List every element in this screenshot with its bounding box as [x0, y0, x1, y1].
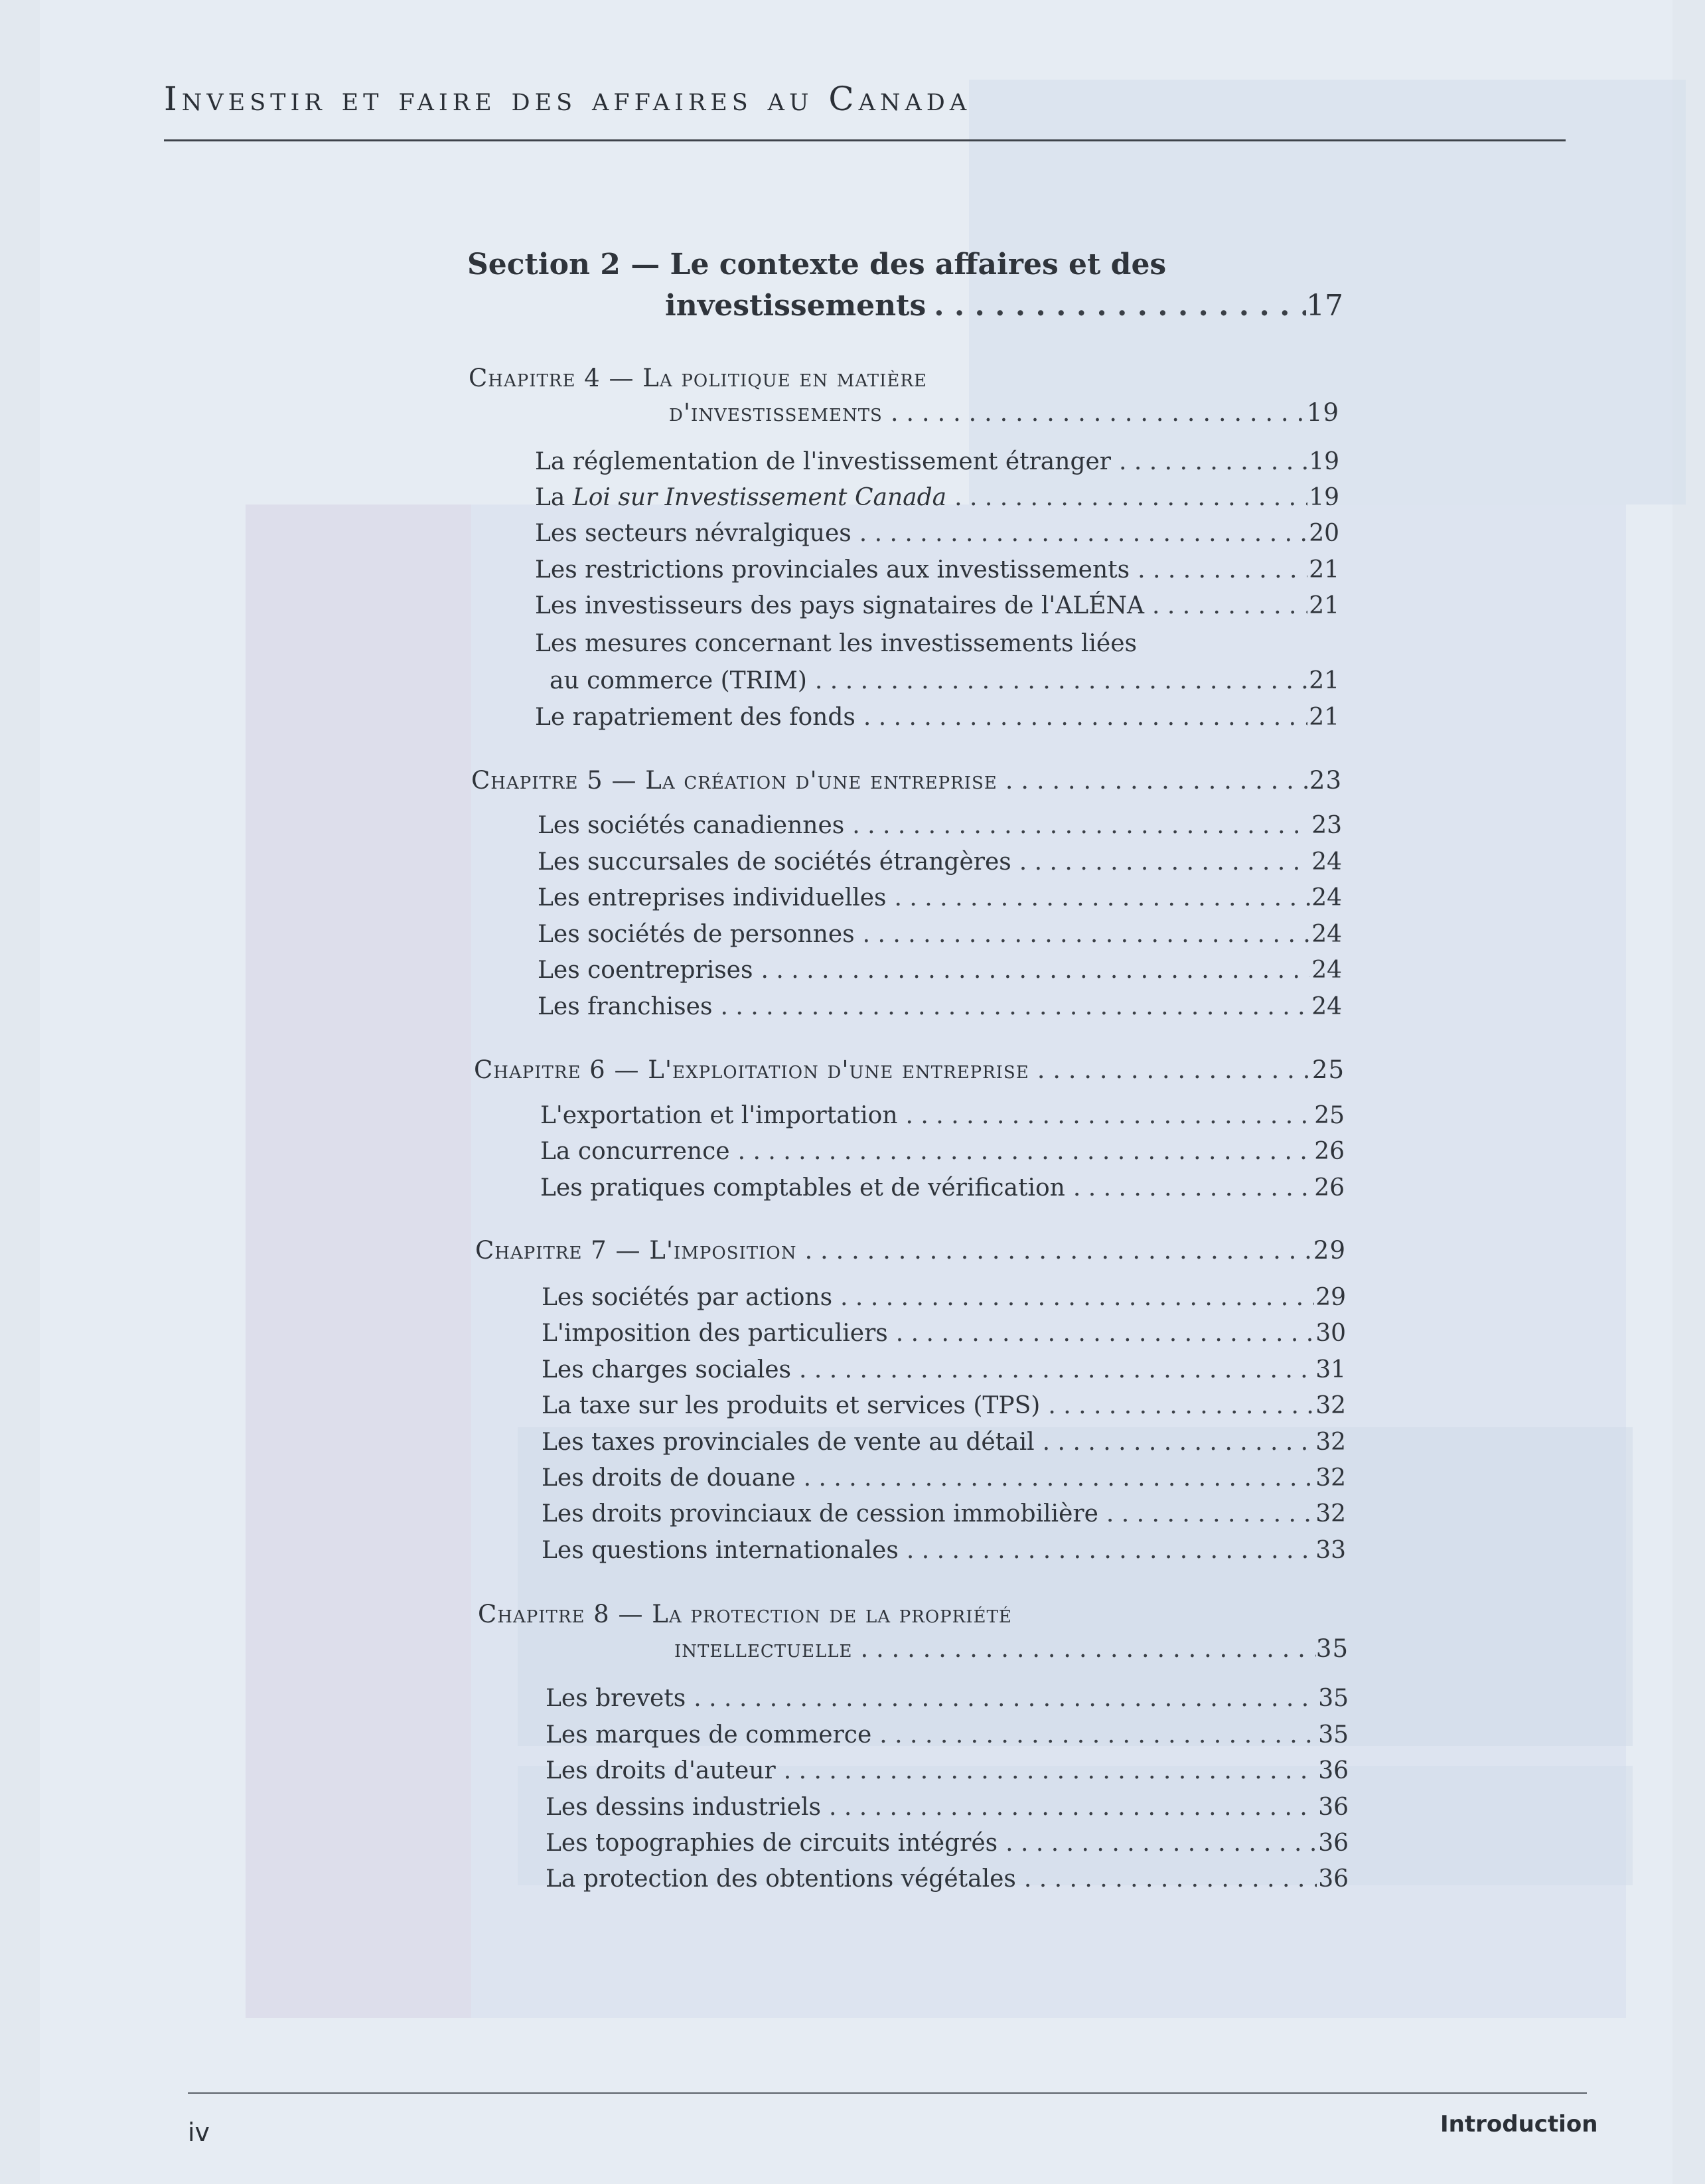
toc-entry [538, 881, 1342, 915]
toc-entry [542, 1425, 1346, 1460]
dot-leader [1111, 445, 1307, 479]
dot-leader [946, 481, 1307, 515]
dot-leader [1016, 1862, 1317, 1897]
dot-leader [796, 1233, 1313, 1268]
chapter-title-line2: d'investissements [669, 398, 883, 427]
footer-rule [188, 2092, 1587, 2094]
dot-leader [1130, 553, 1307, 587]
footer-section-label: Introduction [1440, 2111, 1598, 2138]
dot-leader [998, 763, 1309, 798]
chapter-title-line1: Chapitre 4 — La politique en matière [469, 364, 927, 392]
entry-page-number: 23 [1311, 812, 1342, 839]
entry-page-number: 29 [1315, 1284, 1346, 1311]
toc-entry [546, 1790, 1349, 1825]
entry-page-number: 33 [1315, 1537, 1346, 1564]
toc-entry [538, 917, 1342, 952]
toc-entry [546, 1862, 1349, 1897]
chapter-title-line1: Chapitre 6 — L'exploitation d'une entreprise [474, 1055, 1029, 1084]
chapter-heading [478, 1597, 1349, 1666]
toc-entry [542, 1533, 1346, 1568]
entry-page-number: 20 [1309, 520, 1339, 547]
toc-entry [540, 1171, 1345, 1206]
entry-label-line2: au commerce (TRIM) [550, 667, 807, 694]
dot-leader [853, 1632, 1316, 1666]
dot-leader [888, 1316, 1314, 1351]
dot-leader [1040, 1389, 1314, 1423]
toc-entry [546, 1681, 1349, 1716]
entry-page-number: 32 [1315, 1464, 1346, 1492]
entry-label-prefix: La [535, 484, 573, 511]
dot-leader [855, 700, 1307, 735]
entry-label [535, 481, 946, 515]
section-page-number: 17 [1306, 289, 1343, 323]
toc-entry [535, 589, 1339, 623]
dot-leader [871, 1718, 1317, 1753]
dot-leader [730, 1134, 1313, 1169]
entry-label: La réglementation de l'investissement étranger [535, 448, 1112, 475]
chapter-heading [475, 1233, 1346, 1268]
entry-page-number: 21 [1309, 592, 1339, 619]
entry-page-number: 24 [1311, 993, 1342, 1020]
chapter-title-line1: Chapitre 8 — La protection de la propriété [478, 1600, 1012, 1628]
dot-leader [1098, 1497, 1314, 1531]
toc-entry [538, 809, 1342, 843]
dot-leader [855, 917, 1310, 952]
entry-page-number: 30 [1315, 1320, 1346, 1347]
chapter-title-line1: Chapitre 5 — La création d'une entreprise [471, 766, 998, 795]
entry-label: Les sociétés canadiennes [538, 812, 845, 839]
chapter-page-number: 19 [1306, 398, 1339, 427]
dot-leader [1144, 589, 1307, 623]
dot-leader [776, 1754, 1317, 1788]
dot-leader [1029, 1053, 1312, 1087]
entry-page-number: 21 [1309, 667, 1339, 694]
entry-label: Les pratiques comptables et de vérification [540, 1174, 1065, 1202]
toc-entry [538, 953, 1342, 988]
entry-label: Les sociétés de personnes [538, 921, 855, 948]
entry-label: Les sociétés par actions [542, 1284, 833, 1311]
dot-leader [883, 396, 1307, 430]
toc-entry [542, 1497, 1346, 1531]
toc-entry [542, 1461, 1346, 1496]
entry-page-number: 32 [1315, 1392, 1346, 1419]
entry-page-number: 21 [1309, 556, 1339, 584]
toc-entry [546, 1718, 1349, 1753]
entry-label: Les brevets [546, 1685, 686, 1712]
dot-leader [898, 1099, 1313, 1133]
dot-leader [753, 953, 1310, 988]
entry-label: Les topographies de circuits intégrés [546, 1830, 998, 1857]
entry-label: Les investisseurs des pays signataires de l'ALÉNA [535, 592, 1144, 619]
dot-leader [832, 1281, 1314, 1315]
chapter-page-number: 25 [1311, 1055, 1345, 1084]
entry-page-number: 31 [1315, 1356, 1346, 1383]
chapter-title-line1: Chapitre 7 — L'imposition [475, 1236, 797, 1265]
chapter-title-line2: intellectuelle [674, 1634, 853, 1663]
entry-label: Les taxes provinciales de vente au détail [542, 1429, 1035, 1456]
entry-page-number: 25 [1314, 1102, 1345, 1129]
toc-entry [540, 1099, 1345, 1133]
toc-entry [535, 481, 1339, 515]
entry-page-number: 19 [1309, 448, 1339, 475]
entry-page-number: 24 [1311, 921, 1342, 948]
toc-entry [546, 1826, 1349, 1861]
entry-label: Les droits de douane [542, 1464, 796, 1492]
dot-leader [1011, 845, 1310, 880]
section-title-line2: investissements [665, 289, 927, 323]
dot-leader [712, 990, 1310, 1024]
toc-entry [542, 1316, 1346, 1351]
entry-page-number: 26 [1314, 1138, 1345, 1165]
entry-page-number: 36 [1318, 1794, 1349, 1821]
dot-leader [926, 285, 1306, 327]
dot-leader [852, 516, 1307, 551]
entry-label: Les dessins industriels [546, 1794, 821, 1821]
section-title-line1: Section 2 — Le contexte des affaires et des [467, 248, 1167, 281]
entry-label: Les coentreprises [538, 957, 753, 984]
entry-label: La concurrence [540, 1138, 730, 1165]
entry-label: Les succursales de sociétés étrangères [538, 848, 1011, 876]
entry-label: Les restrictions provinciales aux investissements [535, 556, 1130, 584]
toc-entry [535, 625, 1339, 700]
dot-leader [998, 1826, 1317, 1861]
toc-entry [535, 553, 1339, 587]
entry-label: La protection des obtentions végétales [546, 1865, 1016, 1893]
chapter-heading [474, 1053, 1345, 1087]
dot-leader [1035, 1425, 1314, 1460]
entry-page-number: 21 [1309, 704, 1339, 731]
entry-page-number: 35 [1318, 1685, 1349, 1712]
chapter-page-number: 35 [1315, 1634, 1349, 1663]
dot-leader [686, 1681, 1317, 1716]
toc-entry [540, 1134, 1345, 1169]
entry-label: La taxe sur les produits et services (TPS) [542, 1392, 1041, 1419]
entry-label: Les droits d'auteur [546, 1757, 776, 1784]
entry-page-number: 36 [1318, 1757, 1349, 1784]
toc-entry [538, 845, 1342, 880]
entry-label: Les questions internationales [542, 1537, 899, 1564]
entry-page-number: 24 [1311, 957, 1342, 984]
running-head: Investir et faire des affaires au Canada [164, 80, 972, 118]
entry-label: L'imposition des particuliers [542, 1320, 888, 1347]
chapter-page-number: 29 [1313, 1236, 1346, 1265]
entry-label: Les entreprises individuelles [538, 884, 887, 911]
dot-leader [887, 881, 1310, 915]
entry-label: Les secteurs névralgiques [535, 520, 852, 547]
entry-label: Le rapatriement des fonds [535, 704, 855, 731]
chapter-heading [469, 361, 1339, 430]
entry-page-number: 32 [1315, 1500, 1346, 1527]
entry-label: L'exportation et l'importation [540, 1102, 898, 1129]
entry-label-italic: Loi sur Investissement Canada [572, 484, 947, 511]
entry-label: Les franchises [538, 993, 713, 1020]
toc-entry [546, 1754, 1349, 1788]
page-number: iv [188, 2118, 210, 2147]
dot-leader [807, 663, 1307, 700]
dot-leader [821, 1790, 1317, 1825]
chapter-heading [471, 763, 1342, 798]
toc-entry [538, 990, 1342, 1024]
dot-leader [844, 809, 1310, 843]
entry-page-number: 32 [1315, 1429, 1346, 1456]
dot-leader [796, 1461, 1314, 1496]
entry-page-number: 35 [1318, 1721, 1349, 1749]
entry-page-number: 24 [1311, 884, 1342, 911]
chapter-page-number: 23 [1309, 766, 1342, 795]
section-heading [467, 244, 1343, 327]
dot-leader [1065, 1171, 1313, 1206]
entry-page-number: 26 [1314, 1174, 1345, 1202]
entry-label: Les marques de commerce [546, 1721, 872, 1749]
entry-label: Les droits provinciaux de cession immobilière [542, 1500, 1098, 1527]
entry-label-line1: Les mesures concernant les investissements liées [535, 630, 1138, 657]
entry-page-number: 19 [1309, 484, 1339, 511]
entry-page-number: 36 [1318, 1865, 1349, 1893]
dot-leader [899, 1533, 1314, 1568]
toc-entry [542, 1389, 1346, 1423]
entry-page-number: 36 [1318, 1830, 1349, 1857]
toc-entry [542, 1281, 1346, 1315]
toc-entry [535, 445, 1339, 479]
toc-entry [535, 700, 1339, 735]
entry-page-number: 24 [1311, 848, 1342, 876]
toc-entry [535, 516, 1339, 551]
entry-label: Les charges sociales [542, 1356, 791, 1383]
dot-leader [791, 1353, 1314, 1387]
toc-entry [542, 1353, 1346, 1387]
